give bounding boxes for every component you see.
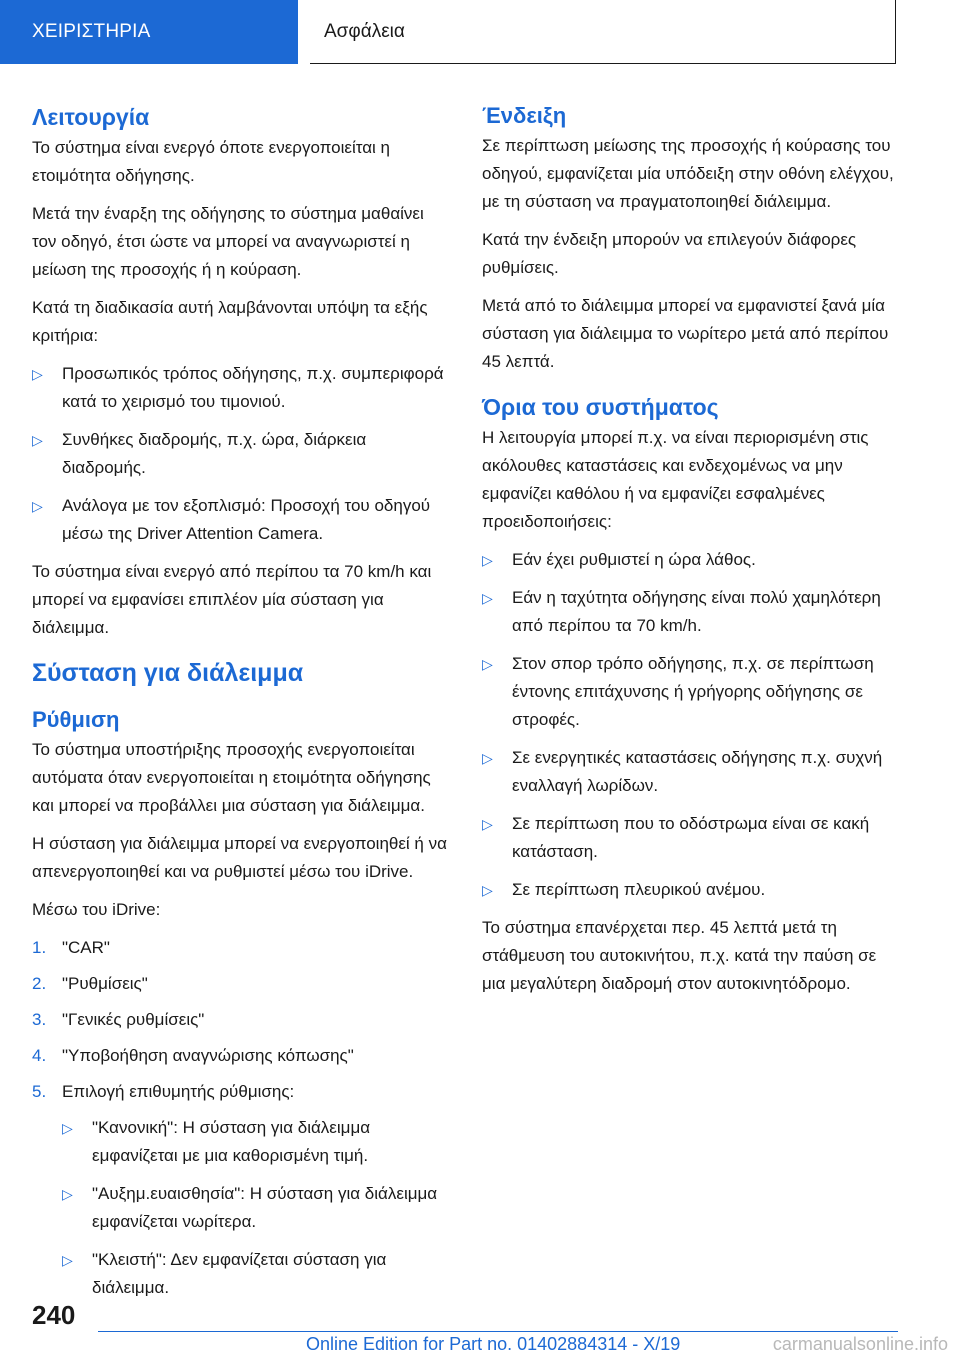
paragraph: Μετά την έναρξη της οδήγησης το σύστημα μαθαίνει τον οδηγό, έτσι ώστε να μπορεί να αναγνωριστεί η μείωση της προσοχής ή η κούραση. <box>32 204 424 279</box>
list-item: ▷ "Αυξημ.ευαισθησία": Η σύσταση για διάλειμμα εμφανίζεται νωρίτερα. <box>62 1180 452 1236</box>
heading-setting: Ρύθμιση <box>32 707 120 732</box>
paragraph: Το σύστημα είναι ενεργό από περίπου τα 70 km/h και μπορεί να εμφανίσει επιπλέον μία σύσταση για διάλειμμα. <box>32 562 432 637</box>
triangle-bullet-icon: ▷ <box>482 882 493 898</box>
list-item: ▷ Σε περίπτωση που το οδόστρωμα είναι σε κακή κατάσταση. <box>482 810 902 866</box>
triangle-bullet-icon: ▷ <box>482 656 493 672</box>
triangle-bullet-icon: ▷ <box>62 1252 73 1268</box>
paragraph: Κατά τη διαδικασία αυτή λαμβάνονται υπόψη τα εξής κριτήρια: <box>32 298 428 345</box>
paragraph: Μέσω του iDrive: <box>32 900 161 919</box>
triangle-bullet-icon: ▷ <box>32 498 43 514</box>
right-column <box>482 100 902 1008</box>
paragraph: Μετά από το διάλειμμα μπορεί να εμφανιστεί ξανά μία σύσταση για διάλειμμα το νωρίτερο μετά από περίπου 45 λεπτά. <box>482 296 889 371</box>
list-item: ▷ Εάν η ταχύτητα οδήγησης είναι πολύ χαμηλότερη από περίπου τα 70 km/h. <box>482 584 902 640</box>
heading-indication: Ένδειξη <box>482 103 567 128</box>
list-item: ▷ "Κανονική": Η σύσταση για διάλειμμα εμφανίζεται με μια καθορισμένη τιμή. <box>62 1114 452 1170</box>
paragraph: Το σύστημα επανέρχεται περ. 45 λεπτά μετά τη στάθμευση του αυτοκινήτου, π.χ. κατά την παύση σε μια μεγαλύτερη διαδρομή στον αυτοκινητόδρομο. <box>482 918 877 993</box>
paragraph: Κατά την ένδειξη μπορούν να επιλεγούν διάφορες ρυθμίσεις. <box>482 230 857 277</box>
paragraph: Η λειτουργία μπορεί π.χ. να είναι περιορισμένη στις ακόλουθες καταστάσεις και ενδεχομένως να μην εμφανίζει καθόλου ή να εμφανίζει εσφαλμένες προειδοποιήσεις: <box>482 428 869 531</box>
paragraph: Η σύσταση για διάλειμμα μπορεί να ενεργοποιηθεί ή να απενεργοποιηθεί και να ρυθμιστεί μέσω του iDrive. <box>32 834 447 881</box>
section-tab[interactable]: ΧΕΙΡΙΣΤΗΡΙΑ <box>0 0 298 64</box>
triangle-bullet-icon: ▷ <box>62 1120 73 1136</box>
footer-divider <box>98 1331 898 1332</box>
list-item: ▷ Σε ενεργητικές καταστάσεις οδήγησης π.χ. συχνή εναλλαγή λωρίδων. <box>482 744 902 800</box>
heading-system-limits: Όρια του συστήματος <box>482 394 719 420</box>
list-item: ▷ "Κλειστή": Δεν εμφανίζεται σύσταση για διάλειμμα. <box>62 1246 452 1302</box>
heading-break-recommendation: Σύσταση για διάλειμμα <box>32 659 304 687</box>
step-item: 2. "Ρυθμίσεις" <box>32 974 148 993</box>
step-item: 3. "Γενικές ρυθμίσεις" <box>32 1010 205 1029</box>
list-item: ▷ Στον σπορ τρόπο οδήγησης, π.χ. σε περίπτωση έντονης επιτάχυνσης ή γρήγορης οδήγησης σε στροφές. <box>482 650 902 734</box>
list-item: ▷ Προσωπικός τρόπος οδήγησης, π.χ. συμπεριφορά κατά το χειρισμό του τιμονιού. <box>32 360 452 416</box>
steps-list <box>32 934 452 1302</box>
triangle-bullet-icon: ▷ <box>32 366 43 382</box>
triangle-bullet-icon: ▷ <box>32 432 43 448</box>
paragraph: Σε περίπτωση μείωσης της προσοχής ή κούρασης του οδηγού, εμφανίζεται μία υπόδειξη στην οθόνη ελέγχου, με τη σύσταση να πραγματοποιηθεί διάλειμμα. <box>482 136 894 211</box>
triangle-bullet-icon: ▷ <box>482 750 493 766</box>
page-number: 240 <box>32 1300 76 1330</box>
list-item: ▷ Ανάλογα με τον εξοπλισμό: Προσοχή του οδηγού μέσω της Driver Attention Camera. <box>32 492 452 548</box>
triangle-bullet-icon: ▷ <box>62 1186 73 1202</box>
triangle-bullet-icon: ▷ <box>482 816 493 832</box>
options-list <box>62 1114 452 1302</box>
chapter-title: Ασφάλεια <box>310 0 896 64</box>
step-item: 4. "Υποβοήθηση αναγνώρισης κόπωσης" <box>32 1046 354 1065</box>
list-item: ▷ Σε περίπτωση πλευρικού ανέμου. <box>482 876 902 904</box>
limits-list <box>482 546 902 904</box>
criteria-list <box>32 360 452 548</box>
step-item: 1. "CAR" <box>32 938 110 957</box>
page-header <box>0 0 960 66</box>
paragraph: Το σύστημα υποστήριξης προσοχής ενεργοποιείται αυτόματα όταν ενεργοποιείται η ετοιμότητα οδήγησης και μπορεί να προβάλλει μια σύσταση για διάλειμμα. <box>32 740 431 815</box>
watermark: carmanualsonline.info <box>772 1334 948 1354</box>
edition-text: Online Edition for Part no. 01402884314 - X/19 <box>306 1334 681 1354</box>
triangle-bullet-icon: ▷ <box>482 590 493 606</box>
heading-function: Λειτουργία <box>32 104 150 130</box>
paragraph: Το σύστημα είναι ενεργό όποτε ενεργοποιείται η ετοιμότητα οδήγησης. <box>32 138 390 185</box>
list-item: ▷ Εάν έχει ρυθμιστεί η ώρα λάθος. <box>482 546 902 574</box>
list-item: ▷ Συνθήκες διαδρομής, π.χ. ώρα, διάρκεια διαδρομής. <box>32 426 452 482</box>
step-item: 5. Επιλογή επιθυμητής ρύθμισης: ▷ "Κανονική": Η σύσταση για διάλειμμα εμφανίζεται με μια καθορισμένη τιμή. ▷ "Αυξημ.ευαισθησία": Η σύσταση για διάλειμμα εμφανίζεται νωρίτερα. ▷ "Κλειστή": Δεν εμφανίζεται σύσταση για διάλειμμα. <box>32 1078 452 1302</box>
triangle-bullet-icon: ▷ <box>482 552 493 568</box>
left-column <box>32 100 452 1312</box>
